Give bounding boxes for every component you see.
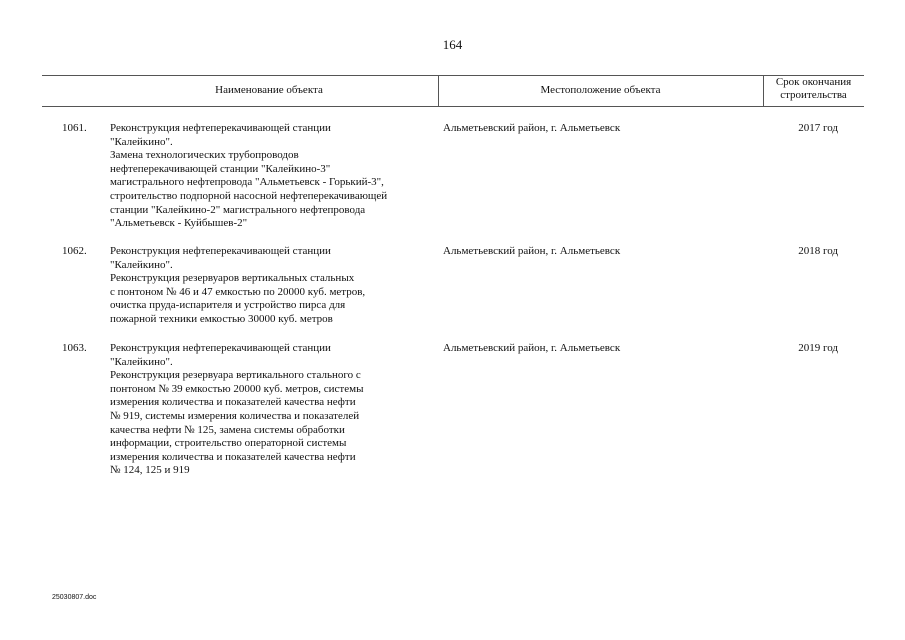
object-location: Альметьевский район, г. Альметьевск (443, 245, 621, 257)
description-line: станции "Калейкино-2" магистрального нефтепровода (110, 203, 366, 216)
description-line: Реконструкция резервуара вертикального стального с (110, 369, 361, 382)
description-line: пожарной техники емкостью 30000 куб. метров (110, 312, 333, 325)
description-line: Замена технологических трубопроводов (110, 149, 299, 162)
row-number: 1062. (62, 245, 87, 257)
description-line: магистрального нефтепровода "Альметьевск - Горький-3", (110, 176, 384, 189)
description-line: с понтоном № 46 и 47 емкостью по 20000 куб. метров, (110, 285, 366, 298)
object-location: Альметьевский район, г. Альметьевск (443, 122, 621, 134)
description-line: строительство подпорной насосной нефтеперекачивающей (110, 189, 388, 202)
description-line: измерения количества и показателей качества нефти (110, 450, 356, 463)
description-line: Реконструкция нефтеперекачивающей станции (110, 122, 331, 134)
object-description (110, 245, 440, 327)
column-header-name: Наименование объекта (215, 84, 323, 96)
description-line: Реконструкция нефтеперекачивающей станции (110, 342, 331, 354)
row-number: 1063. (62, 342, 87, 354)
description-line: Реконструкция резервуаров вертикальных стальных (110, 272, 355, 285)
completion-year: 2017 год (798, 122, 838, 134)
description-line: очистка пруда-испарителя и устройство пирса для (110, 299, 346, 312)
object-description (110, 122, 440, 231)
file-name-footer: 25030807.doc (52, 594, 97, 601)
description-line: № 124, 125 и 919 (110, 464, 190, 477)
column-header-location: Местоположение объекта (540, 84, 661, 96)
description-line: "Альметьевск - Куйбышев-2" (110, 217, 248, 230)
description-line: Реконструкция нефтеперекачивающей станции (110, 245, 331, 257)
completion-year: 2019 год (798, 342, 838, 354)
description-line: "Калейкино". (110, 355, 173, 368)
column-header-term (763, 76, 864, 102)
column-header-term-line: Срок окончания (775, 76, 852, 88)
description-line: измерения количества и показателей качества нефти (110, 396, 356, 409)
completion-year: 2018 год (798, 245, 838, 257)
object-location: Альметьевский район, г. Альметьевск (443, 342, 621, 354)
table-header-rule (42, 106, 864, 107)
description-line: "Калейкино". (110, 258, 173, 271)
description-line: № 919, системы измерения количества и показателей (110, 409, 360, 422)
column-header-term-line: строительства (780, 89, 847, 101)
row-number: 1061. (62, 122, 87, 134)
description-line: понтоном № 39 емкостью 20000 куб. метров, системы (110, 382, 364, 395)
description-line: нефтеперекачивающей станции "Калейкино-3" (110, 162, 331, 175)
description-line: качества нефти № 125, замена системы обработки (110, 423, 345, 436)
description-line: "Калейкино". (110, 135, 173, 148)
description-line: информации, строительство операторной системы (110, 437, 347, 450)
table-top-rule (42, 75, 864, 76)
object-description (110, 342, 440, 478)
page-number: 164 (442, 37, 463, 52)
